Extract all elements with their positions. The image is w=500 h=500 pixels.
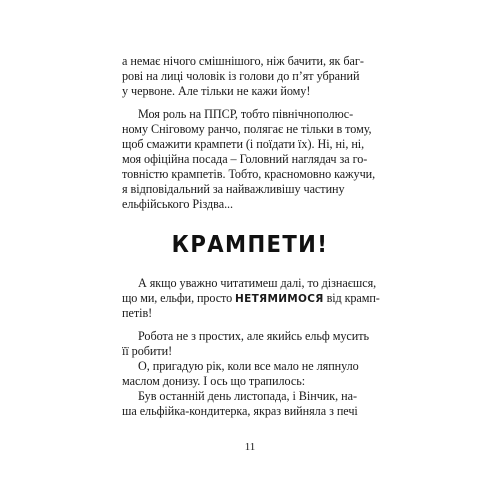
text-line-content: Моя роль на ППСР, тобто північнополюс- [138,107,354,121]
text-line-content: рові на лиці чоловік із голови до п’ят убраний [122,69,360,83]
text-line-content: Був останній день листопада, і Вінчик, на- [138,389,357,403]
text-line-content: моя офіційна посада – Головний наглядач за го- [122,152,368,166]
text-line-content: маслом донизу. І ось що трапилось: [122,374,306,388]
text-line-content: я відповідальний за найважливішу частину [122,182,345,196]
text-line-content: А якщо уважно читатимеш далі, то дізнаєшся, [138,276,377,290]
text-line-content: ному Сніговому ранчо, полягає не тільки в тому, [122,122,372,136]
text-line [122,197,378,212]
text-line-content: від крамп- [326,291,380,305]
text-line [122,167,378,182]
text-line-content: О, пригадую рік, коли все мало не ляпнуло [138,359,359,373]
text-line [122,122,378,137]
text-line [122,182,378,197]
text-line [122,84,378,99]
text-line [138,329,378,344]
text-line [122,306,378,321]
text-line [138,389,378,404]
text-line [122,54,378,69]
text-line [138,359,378,374]
text-line-content: Робота не з простих, але якийсь ельф мусить [138,329,370,343]
chapter-heading: КРАМПЕТИ! [171,232,329,258]
text-line-content: у червоне. Але тільки не кажи йому! [122,84,311,98]
text-line [122,152,378,167]
text-line-content: ельфійського Різдва... [122,197,234,211]
text-line-content: а немає нічого смішнішого, ніж бачити, як баг- [122,54,364,68]
text-line-content: товністю крампетів. Тобто, красномовно кажучи, [122,167,376,181]
text-line-content: що ми, ельфи, просто [122,291,233,305]
text-line [122,374,378,389]
text-line [122,404,378,419]
text-line-with-emphasis [122,291,378,306]
text-line [122,137,378,152]
text-line-content: ша ельфійка-кондитерка, якраз вийняла з печі [122,404,358,418]
text-line [138,107,378,122]
text-line [122,344,378,359]
emphasized-word: НЕТЯМИМОСЯ [235,293,324,305]
text-line-content: щоб смажити крампети (і поїдати їх). Ні, ні, ні, [122,137,365,151]
page-number: 11 [244,441,256,453]
text-line-content: її робити! [122,344,173,358]
text-line-content: петів! [122,306,153,320]
text-line [122,69,378,84]
text-line [138,276,378,291]
